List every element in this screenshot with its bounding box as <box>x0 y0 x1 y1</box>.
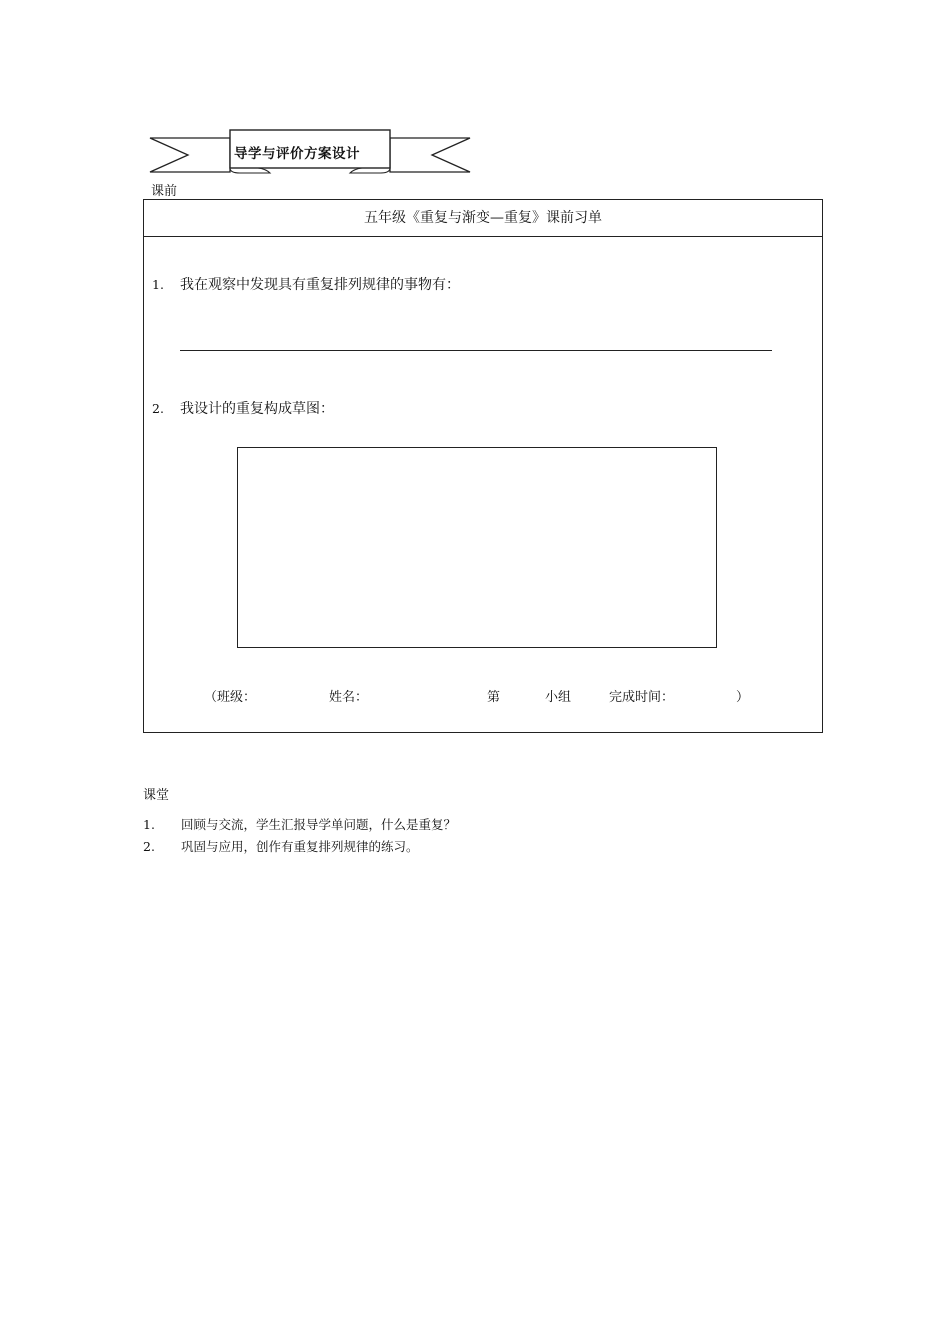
question-2-number: 2. <box>152 401 164 416</box>
worksheet-box <box>143 199 823 733</box>
worksheet-title: 五年级《重复与渐变—重复》课前习单 <box>144 200 822 237</box>
footer-group-prefix: 第 <box>487 690 501 705</box>
class-step-1-number: 1. <box>143 817 155 832</box>
question-1-text: 我在观察中发现具有重复排列规律的事物有： <box>180 277 460 293</box>
footer-time-label: 完成时间： <box>609 690 675 705</box>
class-step-2-text: 巩固与应用，创作有重复排列规律的练习。 <box>181 839 419 854</box>
footer-group-suffix: 小组 <box>545 690 572 705</box>
class-step-2-number: 2. <box>143 839 155 854</box>
class-step-2 <box>143 837 419 855</box>
footer-name-label: 姓名： <box>329 690 369 705</box>
footer-class-label: （班级： <box>204 690 257 705</box>
banner-title: 导学与评价方案设计 <box>234 146 360 162</box>
question-2-text: 我设计的重复构成草图： <box>180 401 334 417</box>
footer-close-paren: ） <box>736 690 750 705</box>
ribbon-banner <box>148 128 472 174</box>
answer-line[interactable] <box>180 350 772 351</box>
class-step-1 <box>143 815 456 833</box>
question-2 <box>152 398 334 418</box>
class-step-1-text: 回顾与交流，学生汇报导学单问题，什么是重复？ <box>181 817 457 832</box>
section-label-before: 课前 <box>151 184 178 199</box>
question-1 <box>152 274 460 294</box>
sketch-box[interactable] <box>237 447 717 648</box>
question-1-number: 1. <box>152 277 164 292</box>
section-label-class: 课堂 <box>143 788 170 803</box>
